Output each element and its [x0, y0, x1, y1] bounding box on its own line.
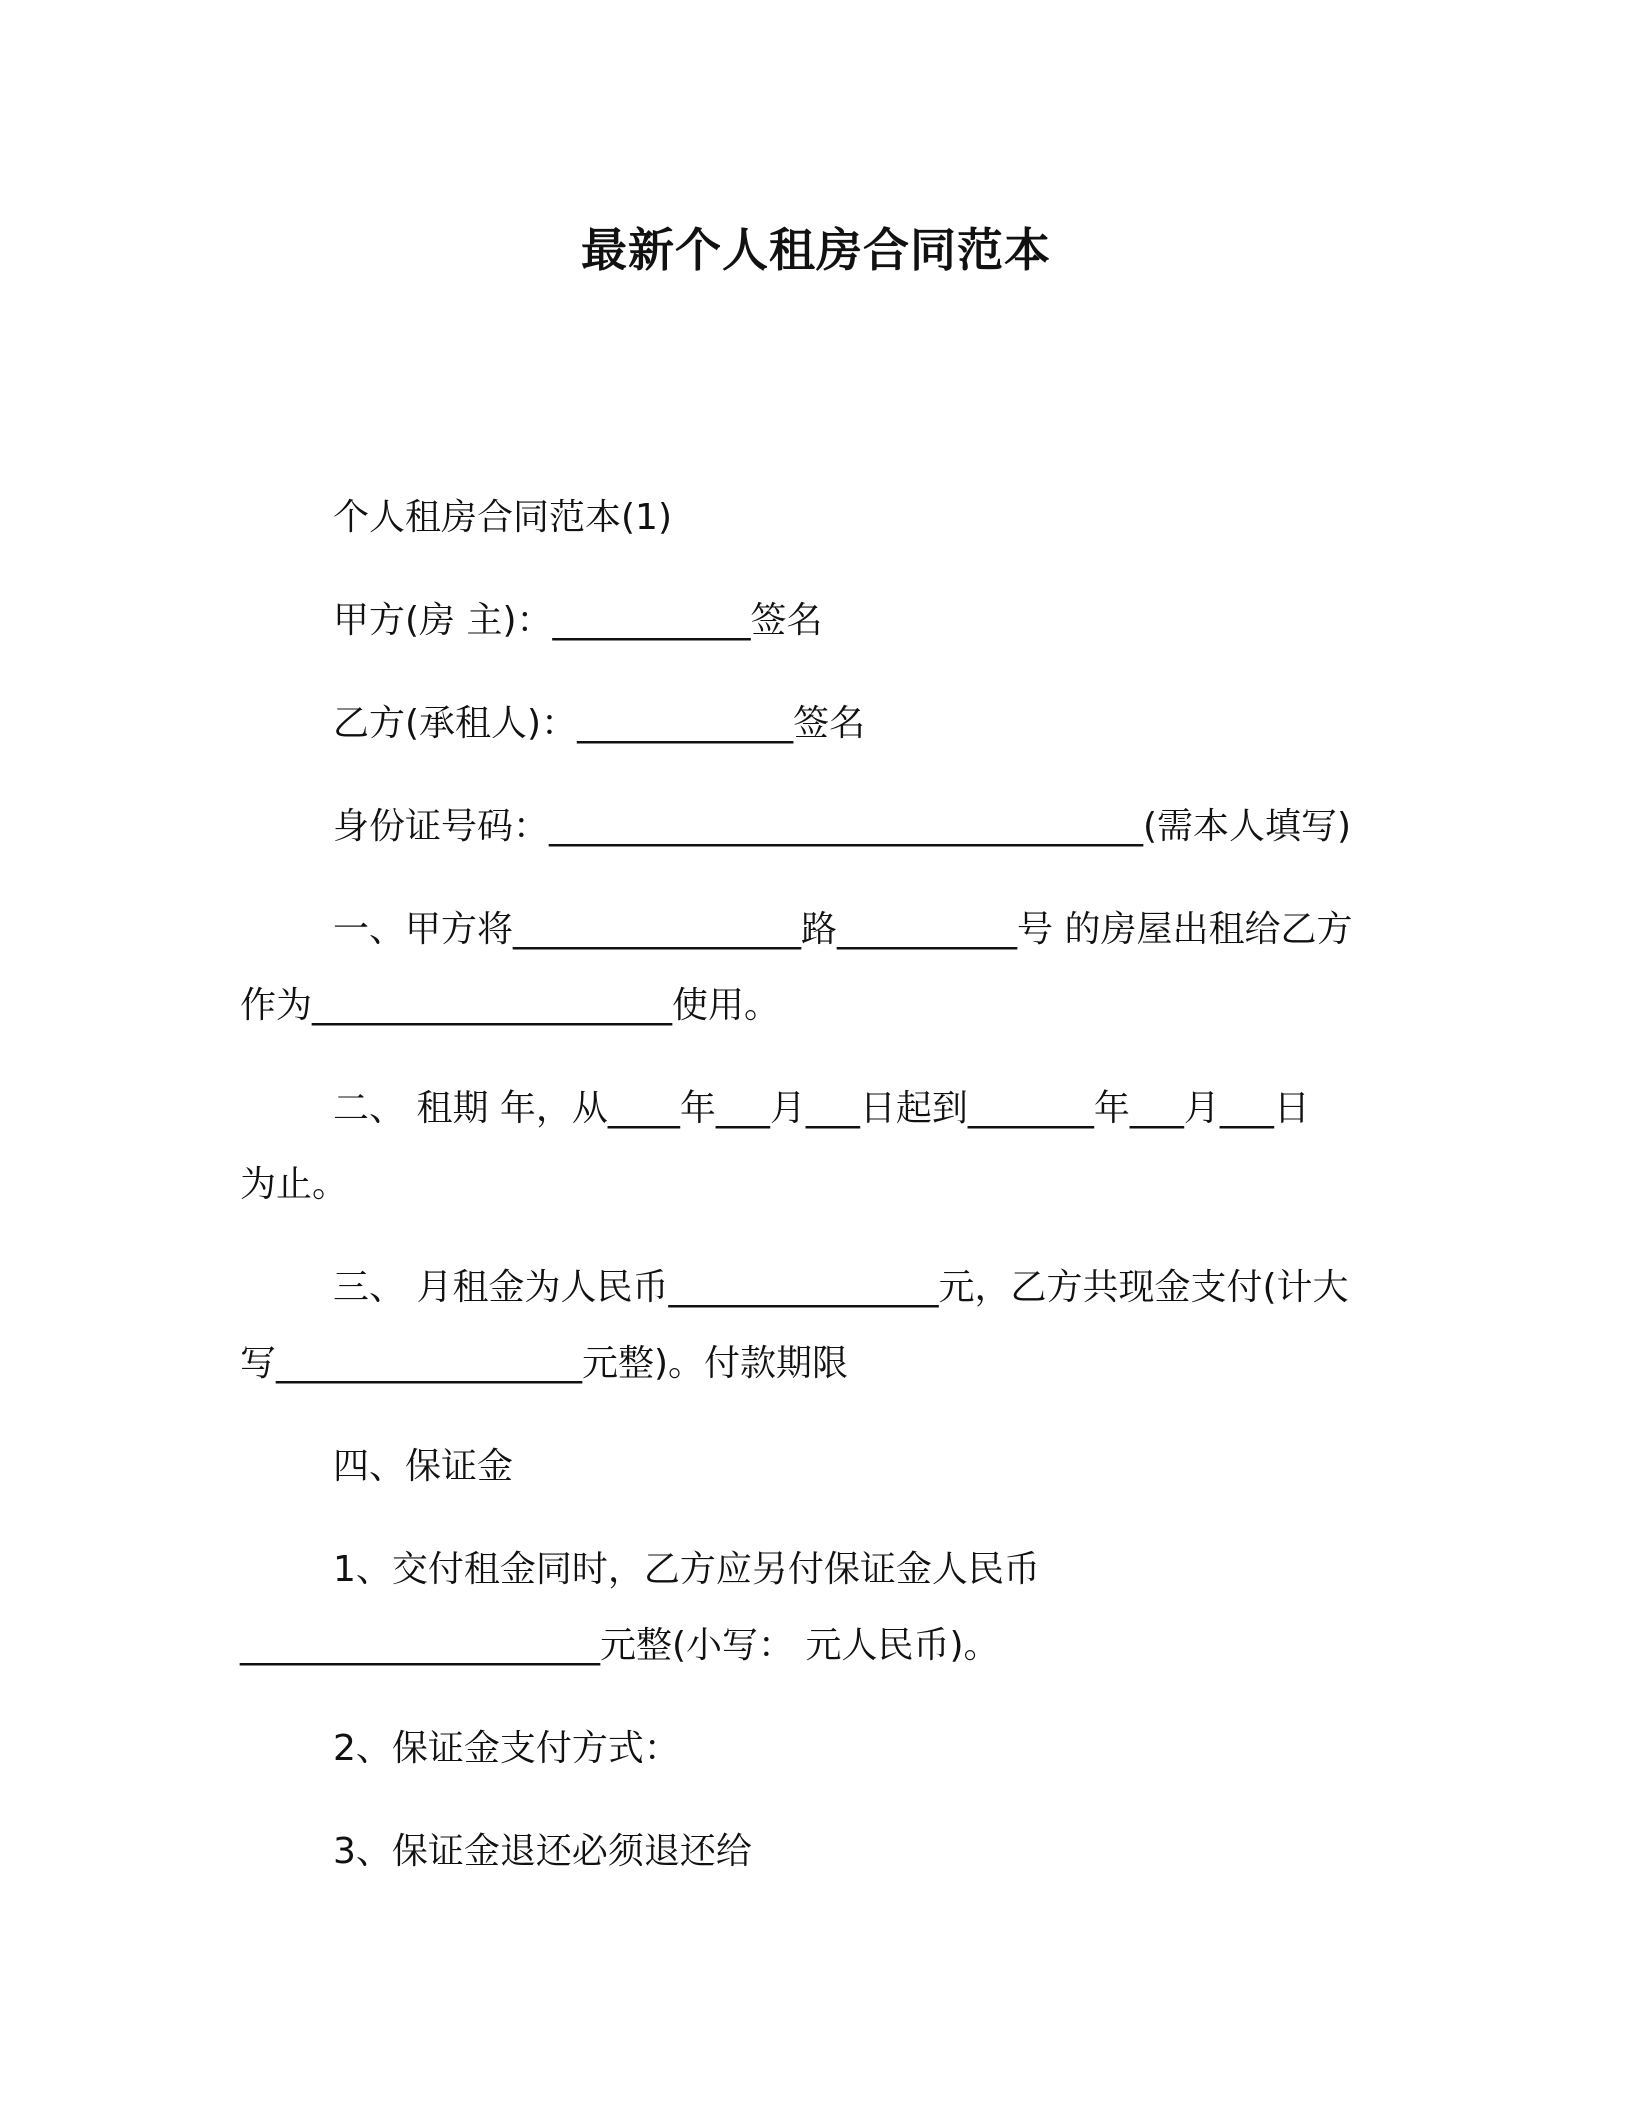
- clause-2-line-2: 为止。: [240, 1164, 349, 1205]
- clause-4-heading: 四、保证金: [333, 1446, 514, 1487]
- deposit-item-1-line-1: 1、交付租金同时，乙方应另付保证金人民币: [333, 1549, 1040, 1590]
- deposit-item-3: 3、保证金退还必须退还给: [333, 1831, 752, 1872]
- deposit-item-1-line-2: ____________________元整(小写： 元人民币)。: [240, 1625, 1000, 1666]
- document-title: 最新个人租房合同范本: [581, 223, 1051, 277]
- party-a-line: 甲方(房 主)：___________签名: [333, 600, 823, 641]
- clause-2-line-1: 二、 租期 年，从____年___月___日起到_______年___月___日: [333, 1088, 1310, 1129]
- clause-3-line-1: 三、 月租金为人民币_______________元，乙方共现金支付(计大: [333, 1267, 1349, 1308]
- id-number-line: 身份证号码：_________________________________(需本人填写): [333, 806, 1352, 847]
- party-b-line: 乙方(承租人)：____________签名: [333, 703, 866, 744]
- contract-subtitle: 个人租房合同范本(1): [333, 497, 672, 538]
- clause-1-line-2: 作为____________________使用。: [240, 985, 781, 1026]
- clause-3-line-2: 写_________________元整)。付款期限: [240, 1343, 849, 1384]
- deposit-item-2: 2、保证金支付方式：: [333, 1728, 680, 1769]
- clause-1-line-1: 一、甲方将________________路__________号 的房屋出租给乙方: [333, 909, 1353, 950]
